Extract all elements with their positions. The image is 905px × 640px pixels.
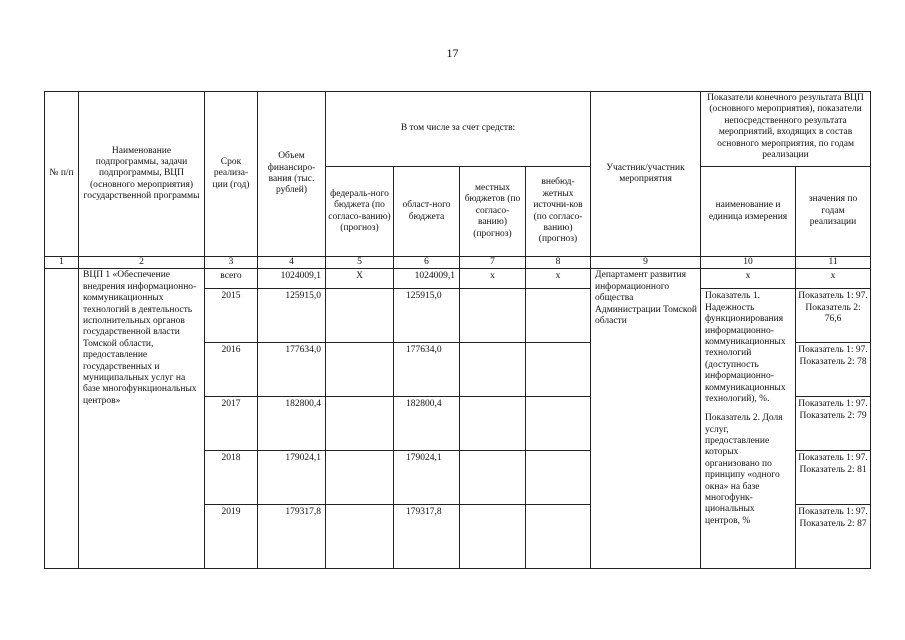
header-indicator-values: значения по годам реализации (796, 167, 871, 257)
header-term: Срок реализа-ции (год) (205, 92, 258, 257)
indicator-1-text: Показатель 1. Надежность функционирования информационно-коммуникационных технологий (доступность информационно-коммуникационных технологий), %. (705, 291, 786, 404)
extra-cell (526, 451, 591, 505)
indicator-1-value: Показатель 1: 97. (798, 507, 868, 518)
total-local: х (460, 269, 526, 289)
indicator-2-value: Показатель 2: 76,6 (805, 302, 861, 325)
volume-cell: 177634,0 (258, 343, 326, 397)
header-volume: Объем финансиро-вания (тыс. рублей) (258, 92, 326, 257)
total-row (45, 269, 871, 289)
column-number: 5 (326, 257, 394, 269)
extra-cell (526, 397, 591, 451)
regional-cell: 182800,4 (394, 397, 460, 451)
total-extra: х (526, 269, 591, 289)
indicator-values-cell (796, 451, 871, 505)
year-cell: 2019 (205, 505, 258, 569)
column-number: 4 (258, 257, 326, 269)
indicator-2-value: Показатель 2: 81 (799, 464, 867, 475)
total-volume: 1024009,1 (258, 269, 326, 289)
indicator-1-value: Показатель 1: 97. (798, 399, 868, 410)
volume-cell: 179024,1 (258, 451, 326, 505)
federal-cell (326, 451, 394, 505)
volume-cell: 125915,0 (258, 289, 326, 343)
year-cell: 2015 (205, 289, 258, 343)
federal-cell (326, 343, 394, 397)
column-number: 1 (45, 257, 79, 269)
indicator-1-value: Показатель 1: 97. (798, 453, 868, 464)
row-number-cell (45, 269, 79, 569)
column-number: 3 (205, 257, 258, 269)
total-term: всего (205, 269, 258, 289)
header-name: Наименование подпрограммы, задачи подпрограммы, ВЦП (основного мероприятия) государственной программы (79, 92, 205, 257)
extra-cell (526, 343, 591, 397)
year-cell: 2018 (205, 451, 258, 505)
regional-cell: 125915,0 (394, 289, 460, 343)
indicator-values-cell (796, 397, 871, 451)
local-cell (460, 397, 526, 451)
total-indicator-values: х (796, 269, 871, 289)
header-indicators-group: Показатели конечного результата ВЦП (основного мероприятия), показатели непосредственного результата мероприятий, входящих в состав основного мероприятия, по годам реализации (701, 92, 871, 167)
indicator-1-value: Показатель 1: 97. (798, 345, 868, 356)
federal-cell (326, 505, 394, 569)
header-indicator-name: наименование и единица измерения (701, 167, 796, 257)
volume-cell: 179317,8 (258, 505, 326, 569)
program-table (44, 91, 871, 569)
page-number: 17 (446, 46, 459, 60)
column-number: 11 (796, 257, 871, 269)
indicator-2-value: Показатель 2: 87 (799, 518, 867, 529)
column-number: 2 (79, 257, 205, 269)
extra-cell (526, 505, 591, 569)
column-number: 6 (394, 257, 460, 269)
indicator-2-value: Показатель 2: 78 (799, 356, 867, 367)
indicator-description (701, 289, 796, 569)
regional-cell: 177634,0 (394, 343, 460, 397)
total-regional: 1024009,1 (394, 269, 460, 289)
indicator-values-cell (796, 505, 871, 569)
header-participant: Участник/участник мероприятия (591, 92, 701, 257)
local-cell (460, 451, 526, 505)
column-number: 8 (526, 257, 591, 269)
indicator-1-value: Показатель 1: 97. (798, 291, 868, 302)
header-federal: федераль-ного бюджета (по согласо-ванию) (прогноз) (326, 167, 394, 257)
program-participant: Департамент развития информационного общества Администрации Томской области (591, 269, 701, 569)
header-regional: област-ного бюджета (394, 167, 460, 257)
total-federal: Х (326, 269, 394, 289)
total-indicator-name: х (701, 269, 796, 289)
regional-cell: 179317,8 (394, 505, 460, 569)
indicator-values-cell (796, 289, 871, 343)
volume-cell: 182800,4 (258, 397, 326, 451)
year-cell: 2017 (205, 397, 258, 451)
extra-cell (526, 289, 591, 343)
program-name: ВЦП 1 «Обеспечение внедрения информационно-коммуникационных технологий в деятельность исполнительных органов государственной власти Томской области, предоставление государственных и муниципальных услуг на базе многофункциональных центров» (79, 269, 205, 569)
header-row-1 (45, 92, 871, 167)
column-number: 7 (460, 257, 526, 269)
column-number: 10 (701, 257, 796, 269)
column-number: 9 (591, 257, 701, 269)
federal-cell (326, 289, 394, 343)
indicator-values-cell (796, 343, 871, 397)
column-numbers-row (45, 257, 871, 269)
local-cell (460, 343, 526, 397)
indicator-2-value: Показатель 2: 79 (799, 410, 867, 421)
local-cell (460, 289, 526, 343)
federal-cell (326, 397, 394, 451)
header-local: местных бюджетов (по согласо-ванию) (прогноз) (460, 167, 526, 257)
year-cell: 2016 (205, 343, 258, 397)
regional-cell: 179024,1 (394, 451, 460, 505)
header-extra: внебюд-жетных источни-ков (по согласо-ванию) (прогноз) (526, 167, 591, 257)
indicator-2-text: Показатель 2. Доля услуг, предоставление которых организовано по принципу «одного окна» на базе многофунк-циональных центров, % (705, 413, 783, 526)
header-num: № п/п (45, 92, 79, 257)
header-sources-group: В том числе за счет средств: (326, 92, 591, 167)
local-cell (460, 505, 526, 569)
